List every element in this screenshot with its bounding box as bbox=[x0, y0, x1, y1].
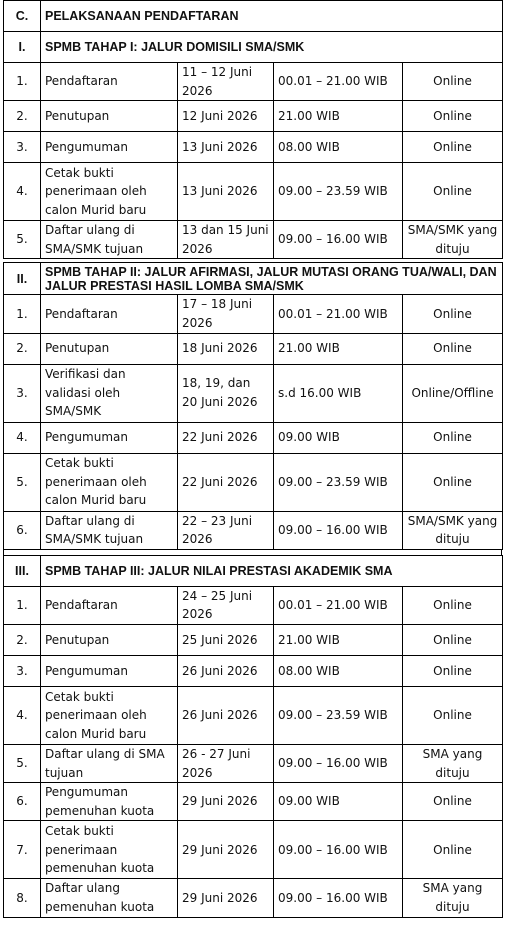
date-cell: 26 Juni 2026 bbox=[178, 686, 274, 744]
activity-cell: Verifikasi dan validasi oleh SMA/SMK bbox=[41, 364, 178, 422]
table-row bbox=[4, 422, 503, 453]
activity-cell: Daftar ulang di SMA tujuan bbox=[41, 744, 178, 782]
date-cell: 29 Juni 2026 bbox=[178, 821, 274, 879]
activity-cell: Daftar ulang di SMA/SMK tujuan bbox=[41, 221, 178, 259]
place-cell: SMA yang dituju bbox=[403, 744, 503, 782]
row-number: 4. bbox=[4, 686, 41, 744]
stage-header-row bbox=[4, 555, 503, 586]
place-cell: Online bbox=[403, 655, 503, 686]
table-row bbox=[4, 624, 503, 655]
section-header-table bbox=[3, 0, 503, 259]
activity-cell: Pengumuman bbox=[41, 655, 178, 686]
table-row bbox=[4, 686, 503, 744]
activity-cell: Daftar ulang di SMA/SMK tujuan bbox=[41, 511, 178, 549]
time-cell: s.d 16.00 WIB bbox=[274, 364, 403, 422]
activity-cell: Cetak bukti penerimaan pemenuhan kuota bbox=[41, 821, 178, 879]
section-title: PELAKSANAAN PENDAFTARAN bbox=[41, 1, 503, 32]
activity-cell: Penutupan bbox=[41, 624, 178, 655]
row-number: 4. bbox=[4, 163, 41, 221]
time-cell: 08.00 WIB bbox=[274, 132, 403, 163]
date-cell: 26 Juni 2026 bbox=[178, 655, 274, 686]
activity-cell: Pengumuman bbox=[41, 132, 178, 163]
table-row bbox=[4, 783, 503, 821]
activity-cell: Penutupan bbox=[41, 101, 178, 132]
stage-3-table bbox=[3, 555, 503, 918]
time-cell: 09.00 – 16.00 WIB bbox=[274, 879, 403, 917]
date-cell: 12 Juni 2026 bbox=[178, 101, 274, 132]
table-row bbox=[4, 879, 503, 917]
date-cell: 11 – 12 Juni 2026 bbox=[178, 63, 274, 101]
activity-cell: Pengumuman pemenuhan kuota bbox=[41, 783, 178, 821]
row-number: 5. bbox=[4, 744, 41, 782]
stage-title: SPMB TAHAP III: JALUR NILAI PRESTASI AKADEMIK SMA bbox=[41, 555, 503, 586]
place-cell: SMA/SMK yang dituju bbox=[403, 511, 503, 549]
table-row bbox=[4, 821, 503, 879]
date-cell: 25 Juni 2026 bbox=[178, 624, 274, 655]
time-cell: 21.00 WIB bbox=[274, 101, 403, 132]
time-cell: 09.00 WIB bbox=[274, 783, 403, 821]
place-cell: Online bbox=[403, 132, 503, 163]
table-row bbox=[4, 744, 503, 782]
row-number: 4. bbox=[4, 422, 41, 453]
place-cell: Online bbox=[403, 686, 503, 744]
row-number: 5. bbox=[4, 453, 41, 511]
activity-cell: Daftar ulang pemenuhan kuota bbox=[41, 879, 178, 917]
row-number: 2. bbox=[4, 101, 41, 132]
row-number: 7. bbox=[4, 821, 41, 879]
place-cell: Online bbox=[403, 624, 503, 655]
section-header-row bbox=[4, 1, 503, 32]
time-cell: 09.00 – 16.00 WIB bbox=[274, 744, 403, 782]
place-cell: Online bbox=[403, 101, 503, 132]
place-cell: Online bbox=[403, 453, 503, 511]
date-cell: 13 dan 15 Juni 2026 bbox=[178, 221, 274, 259]
place-cell: Online bbox=[403, 163, 503, 221]
row-number: 1. bbox=[4, 586, 41, 624]
activity-cell: Cetak bukti penerimaan oleh calon Murid baru bbox=[41, 686, 178, 744]
date-cell: 18, 19, dan 20 Juni 2026 bbox=[178, 364, 274, 422]
table-row bbox=[4, 364, 503, 422]
activity-cell: Pendaftaran bbox=[41, 586, 178, 624]
row-number: 1. bbox=[4, 295, 41, 333]
stage-header-row bbox=[4, 263, 503, 295]
row-number: 3. bbox=[4, 655, 41, 686]
date-cell: 22 Juni 2026 bbox=[178, 453, 274, 511]
section-number: C. bbox=[4, 1, 41, 32]
date-cell: 18 Juni 2026 bbox=[178, 333, 274, 364]
activity-cell: Cetak bukti penerimaan oleh calon Murid baru bbox=[41, 163, 178, 221]
stage-number: II. bbox=[4, 263, 41, 295]
stage-header-row bbox=[4, 32, 503, 63]
table-row bbox=[4, 333, 503, 364]
place-cell: SMA yang dituju bbox=[403, 879, 503, 917]
row-number: 3. bbox=[4, 132, 41, 163]
table-row bbox=[4, 511, 503, 549]
row-number: 2. bbox=[4, 624, 41, 655]
time-cell: 21.00 WIB bbox=[274, 333, 403, 364]
row-number: 1. bbox=[4, 63, 41, 101]
place-cell: Online bbox=[403, 295, 503, 333]
table-row bbox=[4, 655, 503, 686]
date-cell: 17 – 18 Juni 2026 bbox=[178, 295, 274, 333]
stage-title: SPMB TAHAP I: JALUR DOMISILI SMA/SMK bbox=[41, 32, 503, 63]
table-row bbox=[4, 221, 503, 259]
time-cell: 09.00 WIB bbox=[274, 422, 403, 453]
stage-title: SPMB TAHAP II: JALUR AFIRMASI, JALUR MUTASI ORANG TUA/WALI, DAN JALUR PRESTASI HASIL LOMBA SMA/SMK bbox=[41, 263, 503, 295]
table-row bbox=[4, 453, 503, 511]
time-cell: 00.01 – 21.00 WIB bbox=[274, 586, 403, 624]
time-cell: 00.01 – 21.00 WIB bbox=[274, 295, 403, 333]
date-cell: 29 Juni 2026 bbox=[178, 783, 274, 821]
stage-number: III. bbox=[4, 555, 41, 586]
activity-cell: Cetak bukti penerimaan oleh calon Murid baru bbox=[41, 453, 178, 511]
time-cell: 21.00 WIB bbox=[274, 624, 403, 655]
schedule-document bbox=[3, 0, 502, 918]
time-cell: 09.00 – 23.59 WIB bbox=[274, 453, 403, 511]
place-cell: Online bbox=[403, 333, 503, 364]
date-cell: 26 - 27 Juni 2026 bbox=[178, 744, 274, 782]
table-row bbox=[4, 63, 503, 101]
table-row bbox=[4, 132, 503, 163]
table-row bbox=[4, 101, 503, 132]
date-cell: 13 Juni 2026 bbox=[178, 132, 274, 163]
time-cell: 09.00 – 23.59 WIB bbox=[274, 686, 403, 744]
table-divider bbox=[3, 550, 502, 555]
place-cell: Online bbox=[403, 63, 503, 101]
row-number: 6. bbox=[4, 511, 41, 549]
time-cell: 08.00 WIB bbox=[274, 655, 403, 686]
date-cell: 22 – 23 Juni 2026 bbox=[178, 511, 274, 549]
time-cell: 09.00 – 16.00 WIB bbox=[274, 821, 403, 879]
row-number: 5. bbox=[4, 221, 41, 259]
place-cell: SMA/SMK yang dituju bbox=[403, 221, 503, 259]
table-row bbox=[4, 295, 503, 333]
place-cell: Online bbox=[403, 586, 503, 624]
date-cell: 29 Juni 2026 bbox=[178, 879, 274, 917]
row-number: 6. bbox=[4, 783, 41, 821]
activity-cell: Pendaftaran bbox=[41, 63, 178, 101]
table-row bbox=[4, 586, 503, 624]
row-number: 2. bbox=[4, 333, 41, 364]
place-cell: Online bbox=[403, 783, 503, 821]
stage-number: I. bbox=[4, 32, 41, 63]
row-number: 3. bbox=[4, 364, 41, 422]
place-cell: Online bbox=[403, 821, 503, 879]
activity-cell: Pendaftaran bbox=[41, 295, 178, 333]
time-cell: 09.00 – 16.00 WIB bbox=[274, 511, 403, 549]
time-cell: 09.00 – 16.00 WIB bbox=[274, 221, 403, 259]
date-cell: 24 – 25 Juni 2026 bbox=[178, 586, 274, 624]
activity-cell: Pengumuman bbox=[41, 422, 178, 453]
activity-cell: Penutupan bbox=[41, 333, 178, 364]
time-cell: 09.00 – 23.59 WIB bbox=[274, 163, 403, 221]
table-row bbox=[4, 163, 503, 221]
date-cell: 22 Juni 2026 bbox=[178, 422, 274, 453]
place-cell: Online bbox=[403, 422, 503, 453]
row-number: 8. bbox=[4, 879, 41, 917]
time-cell: 00.01 – 21.00 WIB bbox=[274, 63, 403, 101]
place-cell: Online/Offline bbox=[403, 364, 503, 422]
date-cell: 13 Juni 2026 bbox=[178, 163, 274, 221]
stage-2-table bbox=[3, 262, 503, 549]
